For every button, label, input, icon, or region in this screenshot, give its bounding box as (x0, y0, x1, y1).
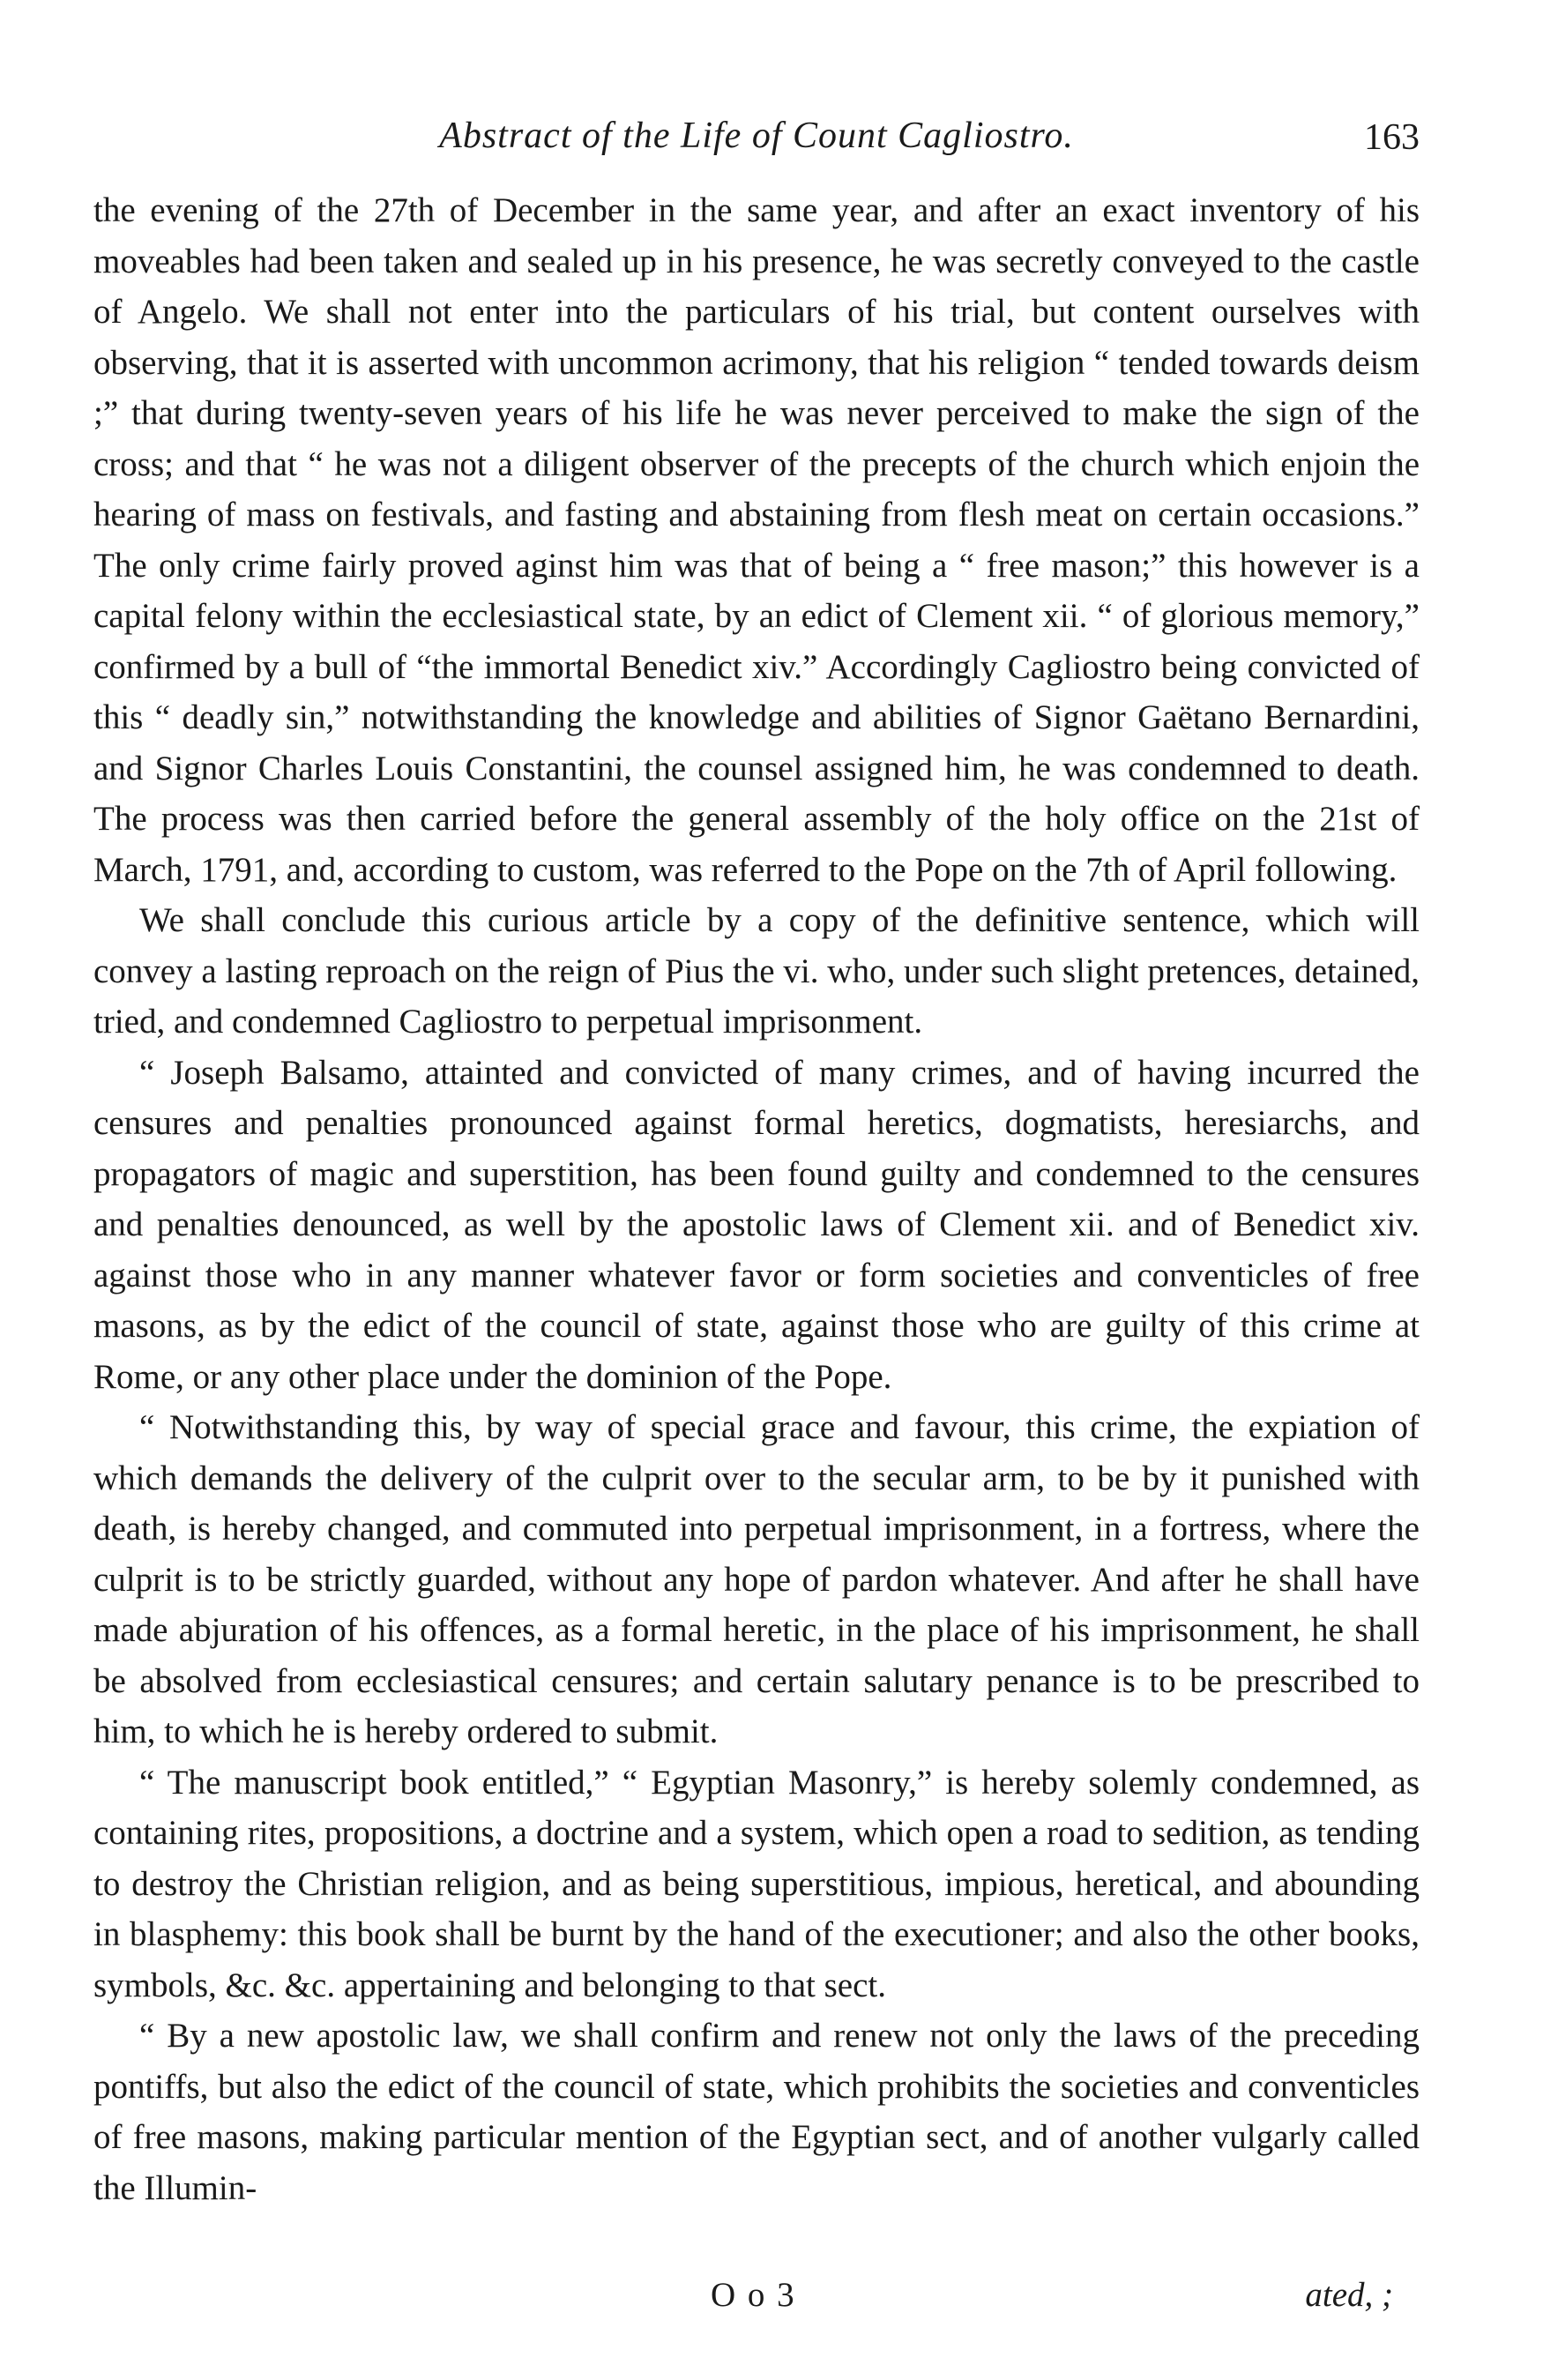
page-content (93, 106, 1420, 2314)
running-head (93, 106, 1420, 176)
paragraph-continuation: the evening of the 27th of December in the same year, and after an exact inventory of his moveables had been taken and sealed up in his presence, he was secretly conveyed to the castle of Angelo. We shall not enter into the particulars of his trial, but content ourselves with observing, that it is asserted with uncommon acrimony, that his religion “ tended towards deism ;” that during twenty-seven years of his life he was never perceived to make the sign of the cross; and that “ he was not a diligent observer of the precepts of the church which enjoin the hearing of mass on festivals, and fasting and abstaining from flesh meat on certain occasions.” The only crime fairly proved aginst him was that of being a “ free mason;” this however is a capital felony within the ecclesiastical state, by an edict of Clement xii. “ of glorious memory,” confirmed by a bull of “the immortal Benedict xiv.” Accordingly Cagliostro being convicted of this “ deadly sin,” notwithstanding the knowledge and abilities of Signor Gaëtano Bernardini, and Signor Charles Louis Constantini, the counsel assigned him, he was condemned to death. The process was then carried before the general assembly of the holy office on the 21st of March, 1791, and, according to custom, was referred to the Pope on the 7th of April following. (93, 191, 1420, 889)
body-text (93, 185, 1420, 2213)
paragraph-sentence-3: “ The manuscript book entitled,” “ Egyptian Masonry,” is hereby solemly condemned, as containing rites, propositions, a doctrine and a system, which open a road to sedition, as tending to destroy the Christian religion, and as being superstitious, impious, heretical, and abounding in blasphemy: this book shall be burnt by the hand of the executioner; and also the other books, symbols, &c. &c. appertaining and belonging to that sect. (93, 1763, 1420, 2004)
paragraph-sentence-4: “ By a new apostolic law, we shall confirm and renew not only the laws of the preceding pontiffs, but also the edict of the council of state, which prohibits the societies and conventicles of free masons, making particular mention of the Egyptian sect, and of another vulgarly called the Illumin- (93, 2017, 1420, 2207)
paragraph-sentence-1: “ Joseph Balsamo, attainted and convicted of many crimes, and of having incurred the censures and penalties pronounced against formal heretics, dogmatists, heresiarchs, and propagators of magic and superstition, has been found guilty and condemned to the censures and penalties denounced, as well by the apostolic laws of Clement xii. and of Benedict xiv. against those who in any manner whatever favor or form societies and conventicles of free masons, as by the edict of the council of state, against those who are guilty of this crime at Rome, or any other place under the dominion of the Pope. (93, 1053, 1420, 1396)
catchword: ated, ; (1305, 2276, 1393, 2314)
paragraph-sentence-2: “ Notwithstanding this, by way of special grace and favour, this crime, the expiation of which demands the delivery of the culprit over to the secular arm, to be by it punished with death, is hereby changed, and commuted into perpetual imprisonment, in a fortress, where the culprit is to be strictly guarded, without any hope of pardon whatever. And after he shall have made abjuration of his offences, as a formal heretic, in the place of his imprisonment, he shall be absolved from ecclesiastical censures; and certain salutary penance is to be prescribed to him, to which he is hereby ordered to submit. (93, 1408, 1420, 1750)
page-footer (93, 2275, 1420, 2319)
running-title: Abstract of the Life of Count Cagliostro. (439, 116, 1074, 156)
signature-mark: O o 3 (711, 2276, 796, 2314)
paragraph-conclusion: We shall conclude this curious article by a copy of the definitive sentence, which will convey a lasting reproach on the reign of Pius the vi. who, under such slight pretences, detained, tried, and condemned Cagliostro to perpetual imprisonment. (93, 901, 1420, 1041)
page-number: 163 (1364, 117, 1420, 158)
